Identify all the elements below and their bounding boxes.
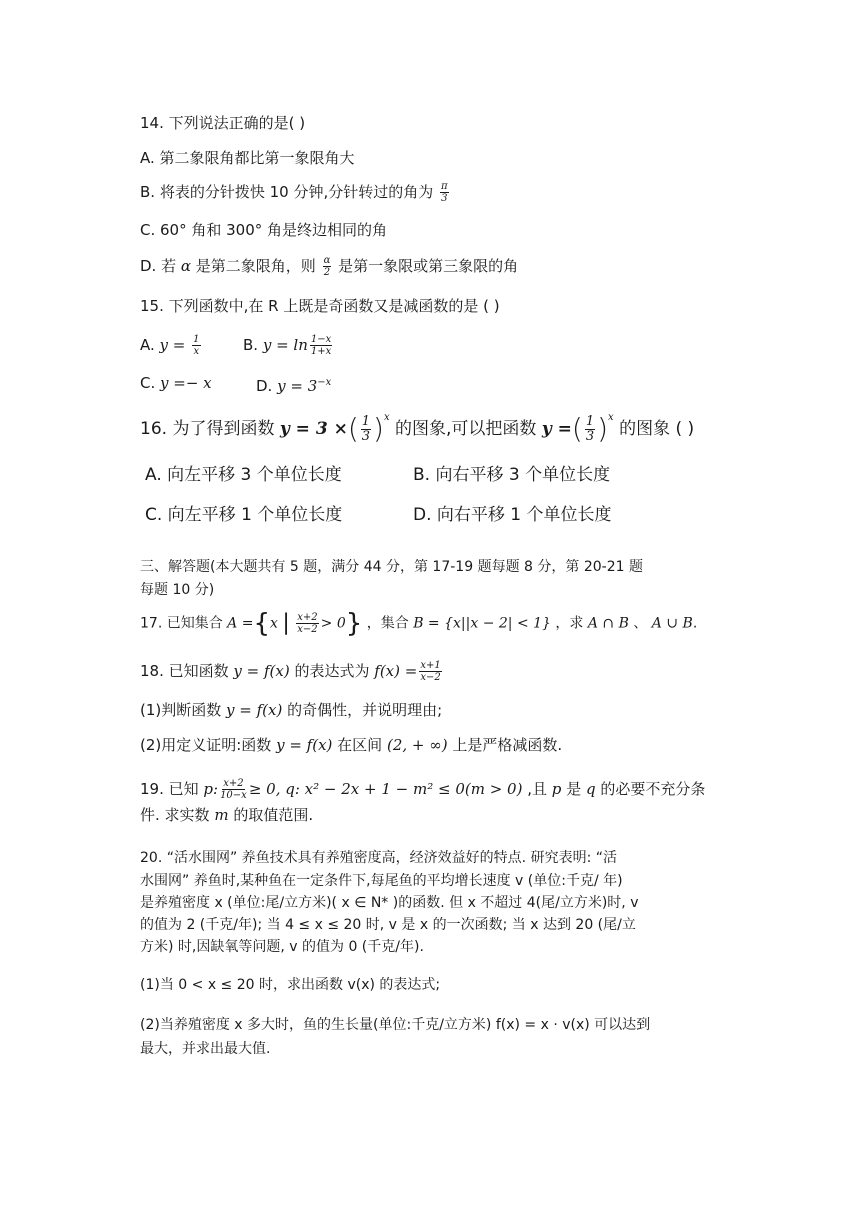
q20-line3: 是养殖密度 x (单位:尾/立方米)( x ∈ N* )的函数. 但 x 不超过 4(尾/立方米)时, v bbox=[140, 895, 639, 911]
section-heading-line1: 三、解答题(本大题共有 5 题，满分 44 分，第 17-19 题每题 8 分，第 20-21 题 bbox=[140, 559, 643, 575]
q15-options-cd: C. y =− x D. $y = 3^{-x}$ bbox=[140, 374, 332, 395]
fraction: $\frac{\alpha}{2}$ bbox=[323, 255, 331, 278]
q20-line1: 20. “活水围网” 养鱼技术具有养殖密度高，经济效益好的特点. 研究表明: “活 bbox=[140, 850, 617, 866]
q14-option-d: D. 若 α 是第二象限角，则 $\frac{\alpha}{2}$ 是第一象限或第三象限的角 bbox=[140, 255, 519, 278]
q18-stem: 18. 已知函数 y = f(x) 的表达式为 f(x) = $\frac{x+1}{x-2}$ bbox=[140, 660, 441, 683]
q18-part1: (1)判断函数 y = f(x) 的奇偶性，并说明理由; bbox=[140, 701, 443, 719]
q20-line4: 的值为 2 (千克/年); 当 4 ≤ x ≤ 20 时, v 是 x 的一次函数; 当 x 达到 20 (尾/立 bbox=[140, 917, 636, 933]
q16-stem: 16. 为了得到函数 y = 3 ×( $\frac{1}{3}$ )$^x$ 的图象,可以把函数 y =( $\frac{1}{3}$ )$^x$ 的图象 ( ) bbox=[140, 412, 695, 445]
q16-option-c: C. 向左平移 1 个单位长度 bbox=[145, 505, 343, 525]
q14-option-a: A. 第二象限角都比第一象限角大 bbox=[140, 149, 355, 167]
q15-options-ab: A. y = $\frac{1}{x}$ B. y = ln $\frac{1-x}{1+x}$ bbox=[140, 334, 332, 357]
section-heading-line2: 每题 10 分) bbox=[140, 582, 215, 598]
q20-line2: 水围网” 养鱼时,某种鱼在一定条件下,每尾鱼的平均增长速度 v (单位:千克/ 年) bbox=[140, 873, 623, 889]
fraction: $\frac{\pi}{3}$ bbox=[441, 181, 448, 204]
q18-part2: (2)用定义证明:函数 y = f(x) 在区间 (2, + ∞) 上是严格减函数. bbox=[140, 736, 563, 754]
q19-line2: 件. 求实数 m 的取值范围. bbox=[140, 806, 314, 824]
q15-stem: 15. 下列函数中,在 R 上既是奇函数又是减函数的是 ( ) bbox=[140, 297, 500, 315]
q14-stem: 14. 下列说法正确的是( ) bbox=[140, 114, 306, 132]
q16-option-d: D. 向右平移 1 个单位长度 bbox=[413, 505, 612, 525]
q20-part1: (1)当 0 < x ≤ 20 时，求出函数 v(x) 的表达式; bbox=[140, 977, 441, 993]
q14-option-b: B. 将表的分针拨快 10 分钟,分针转过的角为 $\frac{\pi}{3}$ bbox=[140, 181, 448, 204]
q14-option-c: C. 60° 角和 300° 角是终边相同的角 bbox=[140, 221, 388, 239]
q17-text: 17. 已知集合 A ={x | $\frac{x+2}{x-2}$ > 0} ，集合 B = {x||x − 2| < 1} ，求 A ∩ B 、 A ∪ B. bbox=[140, 608, 698, 639]
q16-option-b: B. 向右平移 3 个单位长度 bbox=[413, 465, 611, 485]
q20-part2-line2: 最大，并求出最大值. bbox=[140, 1041, 271, 1057]
q20-part2-line1: (2)当养殖密度 x 多大时，鱼的生长量(单位:千克/立方米) f(x) = x · v(x) 可以达到 bbox=[140, 1017, 651, 1033]
q19-line1: 19. 已知 p: $\frac{x+2}{10-x}$ ≥ 0, q: x² − 2x + 1 − m² ≤ 0(m > 0) ,且 p 是 q 的必要不充分条 bbox=[140, 778, 706, 801]
q20-line5: 方米) 时,因缺氧等问题, v 的值为 0 (千克/年). bbox=[140, 939, 424, 955]
q16-option-a: A. 向左平移 3 个单位长度 bbox=[145, 465, 342, 485]
